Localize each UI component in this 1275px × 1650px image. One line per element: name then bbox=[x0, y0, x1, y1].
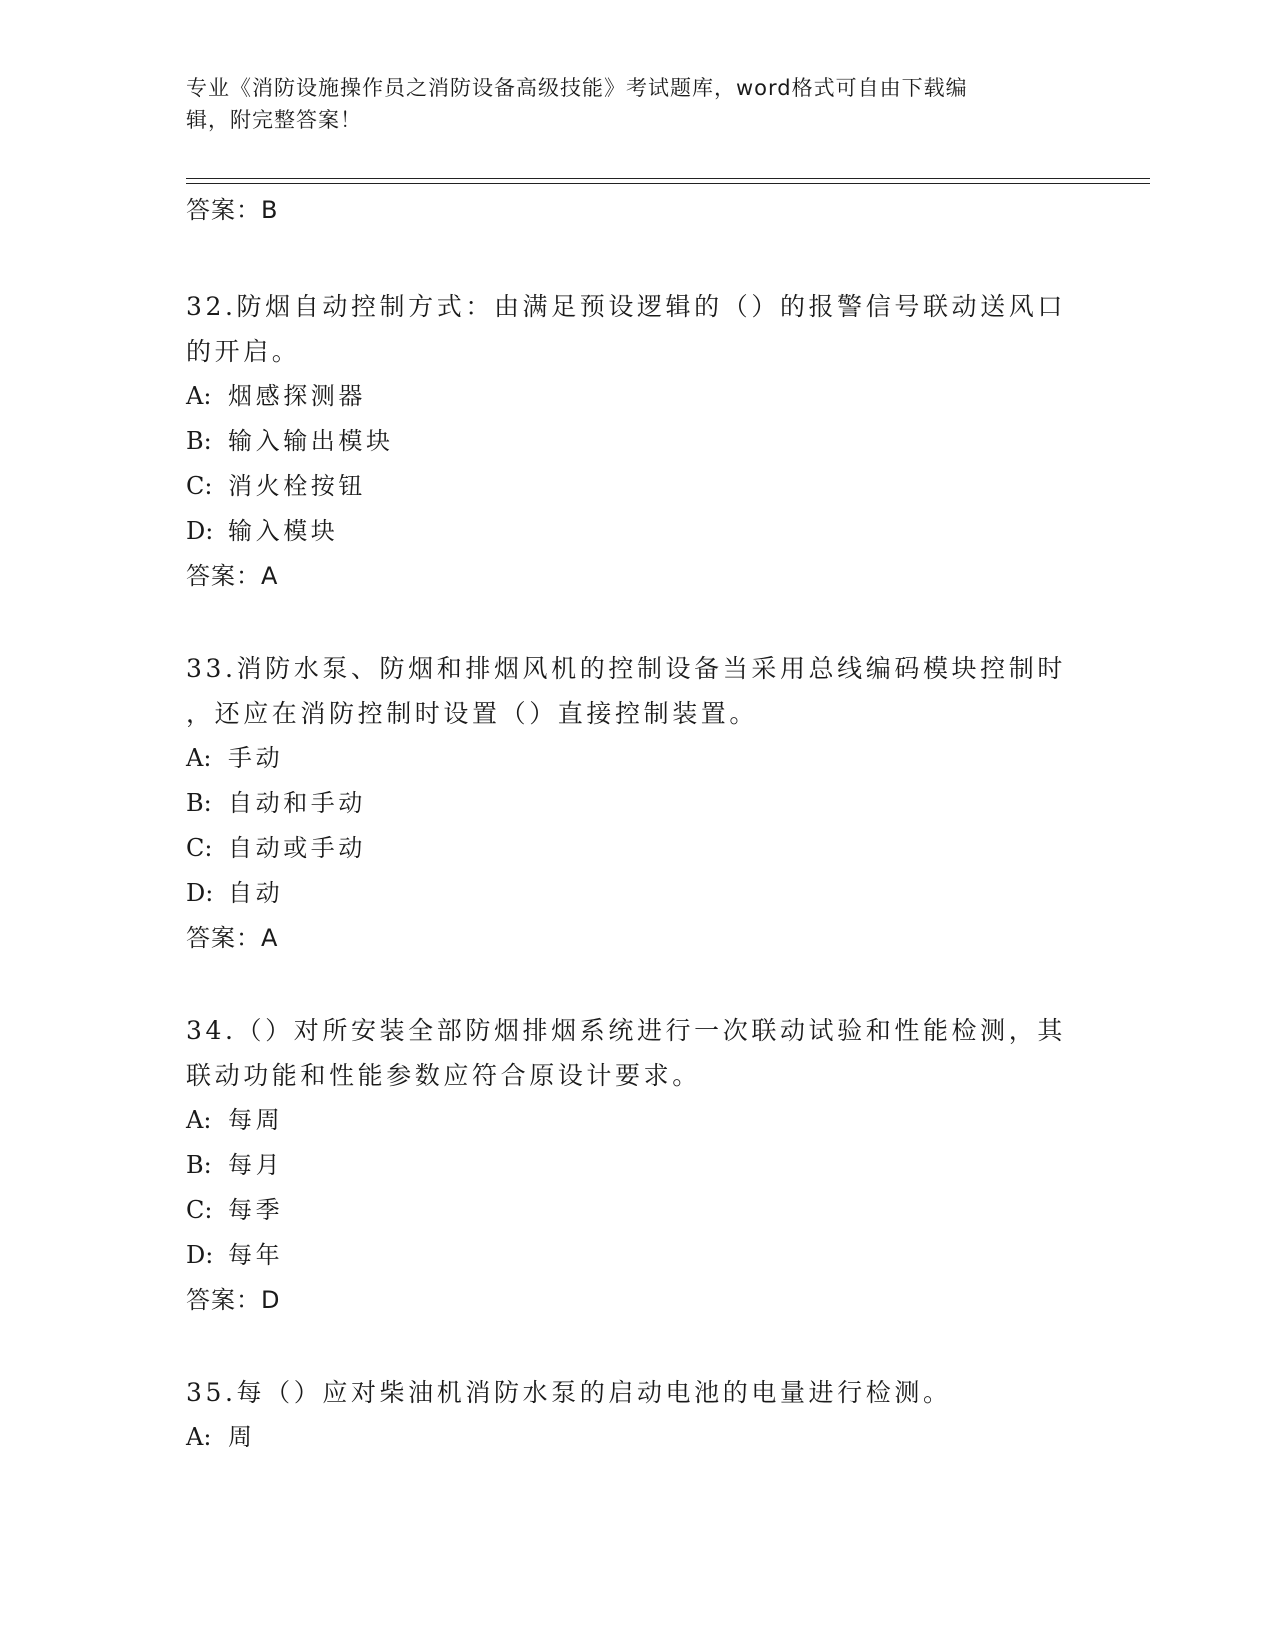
option-text: 每月 bbox=[228, 1151, 284, 1179]
question-stem bbox=[186, 284, 1086, 374]
question-stem-line: 的开启。 bbox=[186, 337, 301, 366]
question-stem-line: 联动功能和性能参数应符合原设计要求。 bbox=[186, 1061, 701, 1090]
question-block bbox=[186, 1008, 1086, 1322]
option-key: B: bbox=[186, 789, 212, 817]
option-a bbox=[186, 736, 1086, 781]
option-b bbox=[186, 419, 1086, 464]
question-stem-line: ，还应在消防控制时设置（）直接控制装置。 bbox=[186, 699, 759, 728]
option-key: D: bbox=[186, 517, 214, 545]
question-stem bbox=[186, 1008, 1086, 1098]
option-key: D: bbox=[186, 879, 214, 907]
option-text: 每周 bbox=[228, 1106, 284, 1134]
option-key: B: bbox=[186, 427, 212, 455]
question-block bbox=[186, 1370, 1086, 1460]
option-text: 烟感探测器 bbox=[228, 382, 366, 410]
option-text: 输入输出模块 bbox=[228, 427, 394, 455]
answer-line: 答案：A bbox=[186, 562, 279, 590]
option-key: A: bbox=[186, 744, 212, 772]
question-stem-line: 33.消防水泵、防烟和排烟风机的控制设备当采用总线编码模块控制时 bbox=[186, 654, 1066, 683]
header-divider-top bbox=[186, 178, 1150, 179]
document-header bbox=[186, 72, 1066, 136]
option-key: C: bbox=[186, 834, 213, 862]
option-key: C: bbox=[186, 472, 213, 500]
header-divider-bottom bbox=[186, 183, 1150, 184]
option-text: 自动或手动 bbox=[228, 834, 366, 862]
option-a bbox=[186, 1098, 1086, 1143]
option-d bbox=[186, 1233, 1086, 1278]
question-block bbox=[186, 646, 1086, 960]
header-line-1: 专业《消防设施操作员之消防设备高级技能》考试题库，word格式可自由下载编 bbox=[186, 76, 968, 100]
option-b bbox=[186, 1143, 1086, 1188]
option-text: 手动 bbox=[228, 744, 284, 772]
option-d bbox=[186, 509, 1086, 554]
question-list bbox=[186, 188, 1086, 1460]
answer-line: 答案：A bbox=[186, 924, 279, 952]
option-text: 输入模块 bbox=[228, 517, 339, 545]
option-d bbox=[186, 871, 1086, 916]
question-stem-line: 35.每（）应对柴油机消防水泵的启动电池的电量进行检测。 bbox=[186, 1378, 952, 1407]
option-c bbox=[186, 464, 1086, 509]
answer-line: 答案：D bbox=[186, 1286, 281, 1314]
option-b bbox=[186, 781, 1086, 826]
question-stem bbox=[186, 1370, 1086, 1415]
option-key: A: bbox=[186, 1423, 212, 1451]
header-line-2: 辑，附完整答案！ bbox=[186, 108, 362, 132]
question-stem bbox=[186, 646, 1086, 736]
option-key: A: bbox=[186, 382, 212, 410]
option-a bbox=[186, 374, 1086, 419]
option-c bbox=[186, 1188, 1086, 1233]
option-key: D: bbox=[186, 1241, 214, 1269]
option-text: 每季 bbox=[228, 1196, 284, 1224]
question-stem-line: 34.（）对所安装全部防烟排烟系统进行一次联动试验和性能检测，其 bbox=[186, 1016, 1066, 1045]
option-text: 自动和手动 bbox=[228, 789, 366, 817]
option-text: 消火栓按钮 bbox=[228, 472, 366, 500]
answer-line: 答案：B bbox=[186, 196, 279, 224]
option-key: C: bbox=[186, 1196, 213, 1224]
option-c bbox=[186, 826, 1086, 871]
question-block bbox=[186, 284, 1086, 598]
option-a bbox=[186, 1415, 1086, 1460]
question-stem-line: 32.防烟自动控制方式：由满足预设逻辑的（）的报警信号联动送风口 bbox=[186, 292, 1066, 321]
option-text: 每年 bbox=[228, 1241, 284, 1269]
option-text: 周 bbox=[228, 1423, 256, 1451]
option-text: 自动 bbox=[228, 879, 284, 907]
option-key: A: bbox=[186, 1106, 212, 1134]
option-key: B: bbox=[186, 1151, 212, 1179]
